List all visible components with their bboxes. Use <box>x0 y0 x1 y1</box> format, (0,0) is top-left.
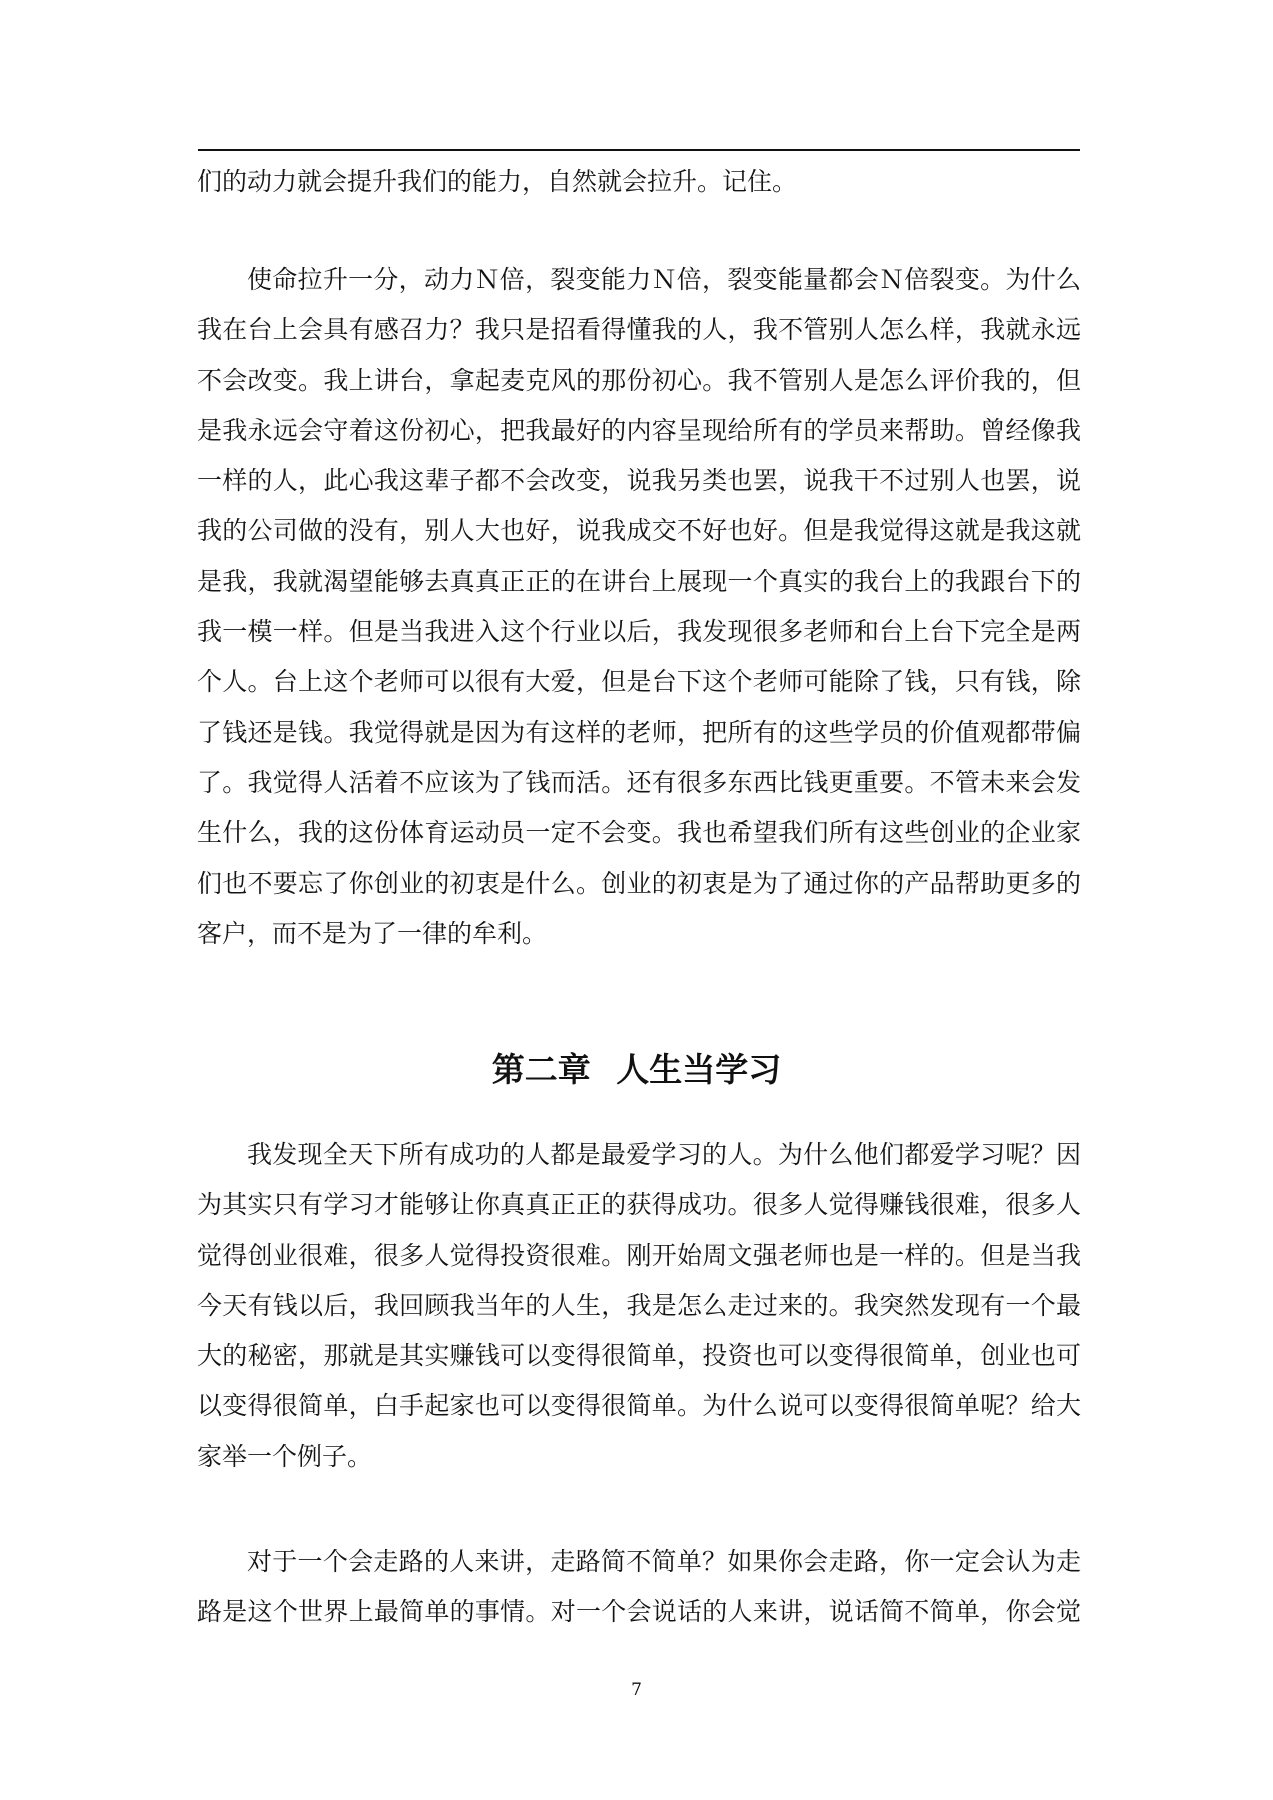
text-line: 我的公司做的没有，别人大也好，说我成交不好也好。但是我觉得这就是我这就 <box>197 516 1081 546</box>
text-line: 家举一个例子。 <box>197 1441 373 1471</box>
paragraph <box>197 1130 1081 1482</box>
text-line: 了。我觉得人活着不应该为了钱而活。还有很多东西比钱更重要。不管未来会发 <box>197 767 1081 797</box>
paragraph <box>197 255 1081 959</box>
paragraph <box>197 1537 1081 1638</box>
header-rule <box>198 149 1080 151</box>
text-line: 路是这个世界上最简单的事情。对一个会说话的人来讲，说话简不简单，你会觉 <box>197 1597 1081 1627</box>
text-line: 对于一个会走路的人来讲，走路简不简单？如果你会走路，你一定会认为走 <box>247 1547 1081 1576</box>
text-line: 大的秘密，那就是其实赚钱可以变得很简单，投资也可以变得很简单，创业也可 <box>197 1341 1081 1371</box>
text-line: 了钱还是钱。我觉得就是因为有这样的老师，把所有的这些学员的价值观都带偏 <box>197 717 1081 747</box>
text-line: 我一模一样。但是当我进入这个行业以后，我发现很多老师和台上台下完全是两 <box>197 617 1081 647</box>
text-line: 是我，我就渴望能够去真真正正的在讲台上展现一个真实的我台上的我跟台下的 <box>197 566 1081 596</box>
text-line: 我在台上会具有感召力？我只是招看得懂我的人，我不管别人怎么样，我就永远 <box>197 315 1081 345</box>
text-line: 为其实只有学习才能够让你真真正正的获得成功。很多人觉得赚钱很难，很多人 <box>197 1190 1081 1220</box>
chapter-heading: 第二章 人生当学习 <box>491 1050 782 1089</box>
text-line: 不会改变。我上讲台，拿起麦克风的那份初心。我不管别人是怎么评价我的，但 <box>197 365 1081 395</box>
text-line: 客户，而不是为了一律的牟利。 <box>197 918 548 948</box>
paragraph <box>197 157 1081 207</box>
text-line: 使命拉升一分，动力Ｎ倍，裂变能力Ｎ倍，裂变能量都会Ｎ倍裂变。为什么 <box>247 265 1081 294</box>
text-line: 一样的人，此心我这辈子都不会改变，说我另类也罢，说我干不过别人也罢，说 <box>197 466 1081 496</box>
text-line: 以变得很简单，白手起家也可以变得很简单。为什么说可以变得很简单呢？给大 <box>197 1391 1081 1421</box>
text-line: 个人。台上这个老师可以很有大爱，但是台下这个老师可能除了钱，只有钱，除 <box>197 667 1081 697</box>
text-line: 们也不要忘了你创业的初衷是什么。创业的初衷是为了通过你的产品帮助更多的 <box>197 868 1081 898</box>
text-line: 们的动力就会提升我们的能力，自然就会拉升。记住。 <box>197 167 798 196</box>
page-number: 7 <box>631 1680 642 1700</box>
text-line: 我发现全天下所有成功的人都是最爱学习的人。为什么他们都爱学习呢？因 <box>247 1140 1081 1169</box>
text-line: 觉得创业很难，很多人觉得投资很难。刚开始周文强老师也是一样的。但是当我 <box>197 1240 1081 1270</box>
text-line: 是我永远会守着这份初心，把我最好的内容呈现给所有的学员来帮助。曾经像我 <box>197 415 1081 445</box>
text-line: 今天有钱以后，我回顾我当年的人生，我是怎么走过来的。我突然发现有一个最 <box>197 1290 1081 1320</box>
text-line: 生什么，我的这份体育运动员一定不会变。我也希望我们所有这些创业的企业家 <box>197 818 1081 848</box>
